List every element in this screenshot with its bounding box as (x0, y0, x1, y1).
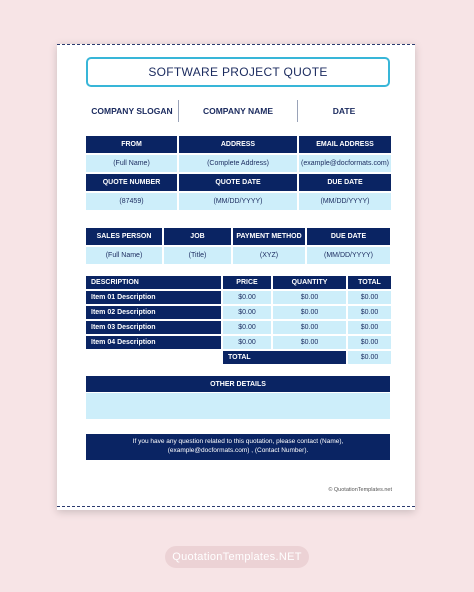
address-header: ADDRESS (179, 136, 297, 153)
bottom-dashed-border (57, 506, 415, 507)
line-items-table (86, 276, 391, 364)
document-title: SOFTWARE PROJECT QUOTE (86, 57, 390, 87)
quote-date-header: QUOTE DATE (179, 174, 297, 191)
from-header: FROM (86, 136, 177, 153)
item-total[interactable]: $0.00 (348, 336, 391, 349)
contact-footer (86, 434, 390, 460)
grand-total-value[interactable]: $0.00 (348, 351, 391, 364)
address-value[interactable]: (Complete Address) (179, 155, 297, 172)
payment-method-header: PAYMENT METHOD (233, 228, 305, 245)
item-total[interactable]: $0.00 (348, 291, 391, 304)
sales-person-value[interactable]: (Full Name) (86, 247, 162, 264)
copyright-text: © QuotationTemplates.net (328, 487, 392, 493)
item-description[interactable]: Item 02 Description (86, 306, 221, 319)
due-date-value[interactable]: (MM/DD/YYYY) (299, 193, 391, 210)
item-quantity[interactable]: $0.00 (273, 321, 346, 334)
item-price[interactable]: $0.00 (223, 291, 271, 304)
from-value[interactable]: (Full Name) (86, 155, 177, 172)
footer-line-2: (example@docformats.com) , (Contact Number). (167, 447, 309, 454)
item-quantity[interactable]: $0.00 (273, 291, 346, 304)
empty-cell (86, 351, 221, 364)
sales-info-table (86, 228, 392, 264)
sales-person-header: SALES PERSON (86, 228, 162, 245)
quote-number-value[interactable]: (87459) (86, 193, 177, 210)
company-slogan: COMPANY SLOGAN (91, 106, 173, 116)
quote-date-value[interactable]: (MM/DD/YYYY) (179, 193, 297, 210)
payment-method-value[interactable]: (XYZ) (233, 247, 305, 264)
item-price[interactable]: $0.00 (223, 306, 271, 319)
job-value[interactable]: (Title) (164, 247, 231, 264)
other-details-header: OTHER DETAILS (86, 376, 390, 392)
header-date: DATE (332, 106, 356, 116)
item-price[interactable]: $0.00 (223, 321, 271, 334)
top-dashed-border (57, 44, 415, 45)
watermark-badge[interactable]: QuotationTemplates.NET (165, 546, 309, 568)
item-price[interactable]: $0.00 (223, 336, 271, 349)
item-description[interactable]: Item 01 Description (86, 291, 221, 304)
price-header: PRICE (223, 276, 271, 289)
email-header: EMAIL ADDRESS (299, 136, 391, 153)
quote-number-header: QUOTE NUMBER (86, 174, 177, 191)
description-header: DESCRIPTION (86, 276, 221, 289)
sales-due-date-header: DUE DATE (307, 228, 390, 245)
job-header: JOB (164, 228, 231, 245)
item-total[interactable]: $0.00 (348, 321, 391, 334)
total-label: TOTAL (223, 351, 346, 364)
quantity-header: QUANTITY (273, 276, 346, 289)
item-quantity[interactable]: $0.00 (273, 306, 346, 319)
sales-due-date-value[interactable]: (MM/DD/YYYY) (307, 247, 390, 264)
email-value[interactable]: (example@docformats.com) (299, 155, 391, 172)
total-header: TOTAL (348, 276, 391, 289)
sender-info-table (86, 136, 391, 210)
item-quantity[interactable]: $0.00 (273, 336, 346, 349)
due-date-header: DUE DATE (299, 174, 391, 191)
item-description[interactable]: Item 04 Description (86, 336, 221, 349)
other-details-field[interactable] (86, 393, 390, 419)
item-description[interactable]: Item 03 Description (86, 321, 221, 334)
item-total[interactable]: $0.00 (348, 306, 391, 319)
footer-line-1: If you have any question related to this quotation, please contact (Name), (132, 438, 344, 446)
company-name: COMPANY NAME (202, 106, 274, 116)
